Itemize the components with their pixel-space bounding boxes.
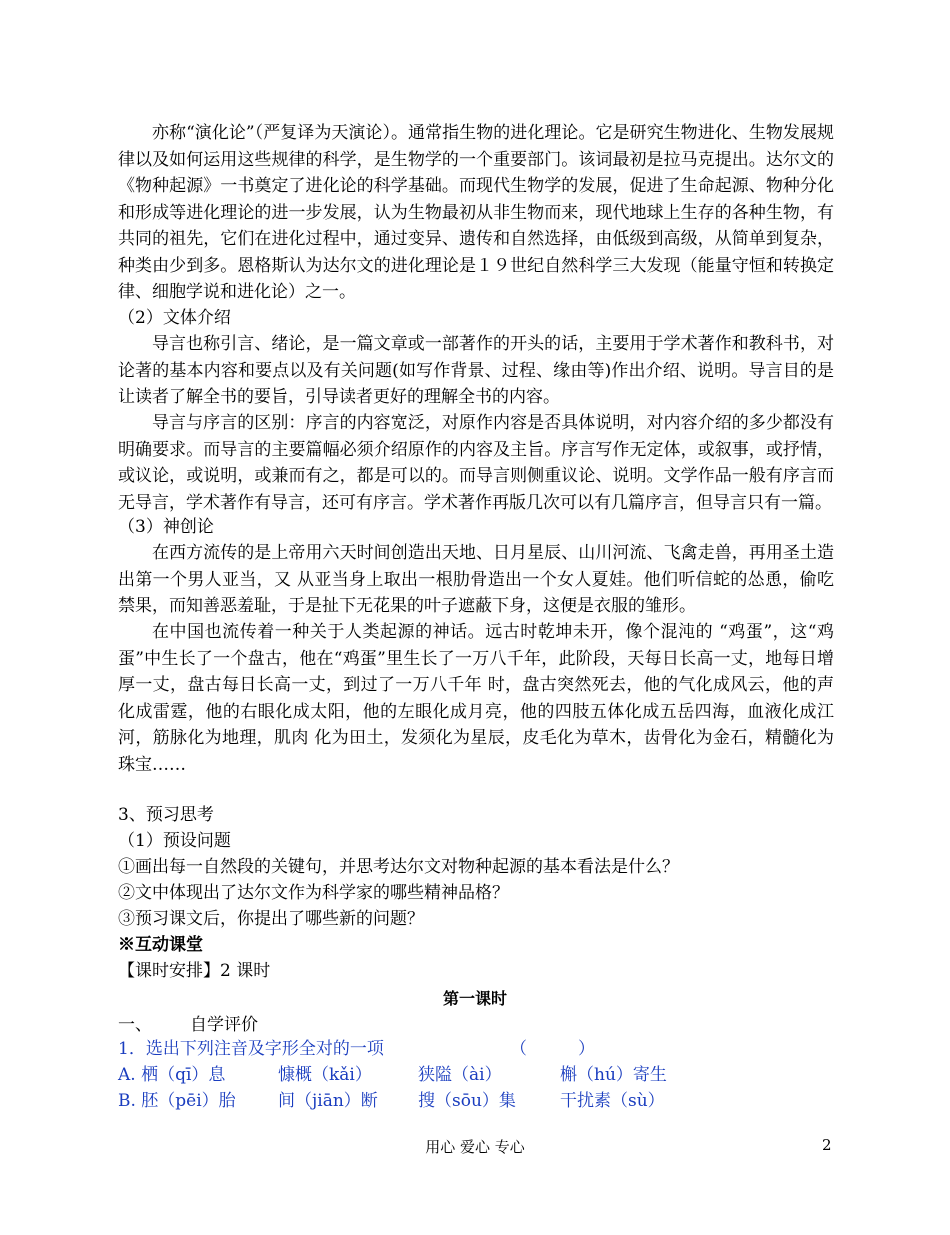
genre-paragraph-1: 导言也称引言、绪论，是一篇文章或一部著作的开头的话，主要用于学术著作和教科书，对论著的基本内容和要点以及有关问题(如写作背景、过程、缘由等)作出介绍、说明。导言目的是让读者了解全书的要旨，引导读者更好的理解全书的内容。 (118, 334, 834, 407)
option-a-2: 慷概（kǎi） (278, 1065, 372, 1085)
option-a-3: 狭隘（ài） (418, 1065, 502, 1085)
question-1: 1．选出下列注音及字形全对的一项 (118, 1039, 384, 1059)
option-b-1: B. 胚（pēi）胎 (118, 1091, 236, 1111)
section-title: 自学评价 (190, 1015, 258, 1035)
option-a-1: A. 栖（qī）息 (118, 1065, 226, 1085)
preview-question-1: ①画出每一自然段的关键句，并思考达尔文对物种起源的基本看法是什么？ (118, 857, 679, 877)
preview-subheading: （1）预设问题 (118, 831, 231, 851)
preview-question-2: ②文中体现出了达尔文作为科学家的哪些精神品格？ (118, 883, 509, 903)
option-a-4: 槲（hú）寄生 (560, 1065, 667, 1085)
option-b-2: 间（jiān）断 (278, 1091, 378, 1111)
creation-heading: （3）神创论 (118, 517, 214, 537)
footer-motto: 用心 爱心 专心 (425, 1138, 525, 1156)
classroom-heading: ※互动课堂 (118, 935, 203, 955)
preview-heading: 3、预习思考 (118, 805, 214, 825)
creation-paragraph-1: 在西方流传的是上帝用六天时间创造出天地、日月星辰、山川河流、飞禽走兽，再用圣土造出第一个男人亚当，又 从亚当身上取出一根肋骨造出一个女人夏娃。他们听信蛇的怂恿，偷吃禁果，而知善恶羞耻，于是扯下无花果的叶子遮蔽下身，这便是衣服的雏形。 (118, 543, 834, 616)
evolution-paragraph: 亦称“演化论”（严复译为天演论）。通常指生物的进化理论。它是研究生物进化、生物发展规律以及如何运用这些规律的科学，是生物学的一个重要部门。该词最初是拉马克提出。达尔文的《物种起源》一书奠定了进化论的科学基础。而现代生物学的发展，促进了生命起源、物种分化和形成等进化理论的进一步发展，认为生物最初从非生物而来，现代地球上生存的各种生物，有共同的祖先，它们在进化过程中，通过变异、遗传和自然选择，由低级到高级，从简单到复杂，种类由少到多。恩格斯认为达尔文的进化理论是１９世纪自然科学三大发现（能量守恒和转换定律、细胞学说和进化论）之一。 (118, 123, 834, 302)
genre-paragraph-2: 导言与序言的区别：序言的内容宽泛，对原作内容是否具体说明，对内容介绍的多少都没有明确要求。而导言的主要篇幅必须介绍原作的内容及主旨。序言写作无定体，或叙事，或抒情，或议论，或说明，或兼而有之，都是可以的。而导言则侧重议论、说明。文学作品一般有序言而无导言，学术著作有导言，还可有序言。学术著作再版几次可以有几篇序言，但导言只有一篇。 (118, 413, 834, 513)
option-b-3: 搜（sōu）集 (418, 1091, 516, 1111)
page-number: 2 (822, 1136, 832, 1154)
genre-heading: （2）文体介绍 (118, 308, 231, 328)
lesson-schedule: 【课时安排】2 课时 (118, 961, 271, 981)
preview-question-3: ③预习课文后，你提出了哪些新的问题？ (118, 909, 424, 929)
creation-paragraph-2: 在中国也流传着一种关于人类起源的神话。远古时乾坤未开，像个混沌的 “鸡蛋”，这“鸡蛋”中生长了一个盘古，他在“鸡蛋”里生长了一万八千年，此阶段，天每日长高一丈，地每日增厚一丈，盘古每日长高一丈，到过了一万八千年 时，盘古突然死去，他的气化成风云，他的声化成雷霆，他的右眼化成太阳，他的左眼化成月亮，他的四肢五体化成五岳四海，血液化成江河，筋脉化为地理，肌肉 化为田土，发须化为星辰，皮毛化为草木，齿骨化为金石，精髓化为珠宝…… (118, 622, 834, 775)
answer-blank: （ ） (510, 1039, 595, 1059)
option-b-4: 干扰素（sù） (560, 1091, 665, 1111)
lesson-title: 第一课时 (442, 989, 507, 1008)
section-number: 一、 (118, 1015, 152, 1035)
